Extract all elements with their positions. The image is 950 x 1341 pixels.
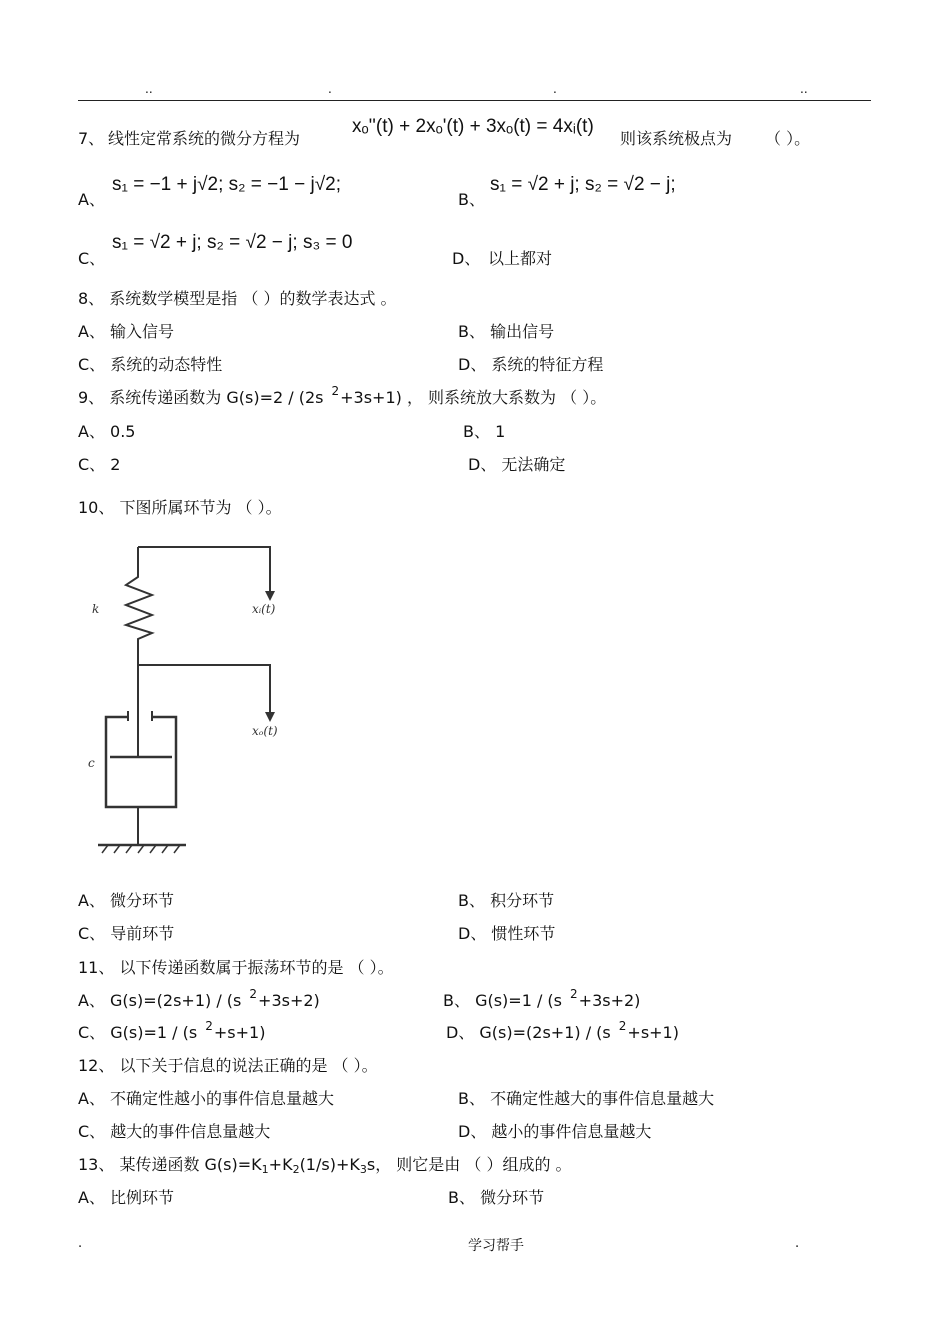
q12-stem: 12、 以下关于信息的说法正确的是 （ ）。 bbox=[78, 1056, 378, 1075]
q10-option-c: C、 导前环节 bbox=[78, 924, 175, 943]
q7-option-c-text: s₁ = √2 + j; s₂ = √2 − j; s₃ = 0 bbox=[112, 232, 353, 253]
q13-mid2: (1/s)+K bbox=[299, 1155, 360, 1174]
q13-prefix: 13、 某传递函数 G(s)=K bbox=[78, 1155, 262, 1174]
q9-stem-a: 9、 系统传递函数为 G(s)=2 / (2s bbox=[78, 388, 324, 407]
q11-option-d-sup: 2 bbox=[618, 1019, 627, 1033]
header-dot-mid1: . bbox=[328, 82, 332, 96]
q7-option-a-letter: A、 bbox=[78, 190, 105, 209]
q11-option-b-sup: 2 bbox=[570, 987, 578, 1001]
q11-option-b-base: B、 G(s)=1 / (s bbox=[443, 991, 563, 1010]
q13-sub1: 1 bbox=[261, 1163, 269, 1176]
label-xi: xᵢ(t) bbox=[252, 602, 276, 616]
q9-stem-sup: 2 bbox=[331, 384, 340, 398]
q7-option-b-letter: B、 bbox=[458, 190, 485, 209]
label-c: c bbox=[88, 756, 95, 770]
q12-option-a: A、 不确定性越小的事件信息量越大 bbox=[78, 1089, 335, 1108]
q11-option-c-base: C、 G(s)=1 / (s bbox=[78, 1023, 198, 1042]
header-dot-right: .. bbox=[800, 82, 808, 96]
q13-option-b: B、 微分环节 bbox=[448, 1188, 545, 1207]
header-dot-left: .. bbox=[145, 82, 153, 96]
spring bbox=[126, 547, 152, 665]
input-wire bbox=[138, 547, 270, 597]
q11-stem: 11、 以下传递函数属于振荡环节的是 （ ）。 bbox=[78, 958, 394, 977]
damper-cylinder bbox=[106, 717, 176, 807]
footer-dot-left: . bbox=[78, 1236, 83, 1251]
q7-option-a-text: s₁ = −1 + j√2; s₂ = −1 − j√2; bbox=[112, 174, 341, 195]
q7-equation: xₒ''(t) + 2xₒ'(t) + 3xₒ(t) = 4xᵢ(t) bbox=[352, 116, 594, 137]
q7-option-d-text: 以上都对 bbox=[488, 249, 553, 268]
q9-option-b: B、 1 bbox=[463, 422, 506, 441]
xo-arrow-icon bbox=[265, 712, 275, 722]
label-xo: xₒ(t) bbox=[252, 724, 278, 738]
xi-arrow-icon bbox=[265, 591, 275, 601]
q11-option-b-tail: +3s+2) bbox=[578, 991, 641, 1010]
q12-option-c: C、 越大的事件信息量越大 bbox=[78, 1122, 271, 1141]
header-dot-mid2: . bbox=[553, 82, 557, 96]
q10-option-a: A、 微分环节 bbox=[78, 891, 175, 910]
q9-stem-b: +3s+1) ， 则系统放大系数为 （ ）。 bbox=[340, 388, 607, 407]
q9-option-a: A、 0.5 bbox=[78, 422, 136, 441]
q8-option-b: B、 输出信号 bbox=[458, 322, 555, 341]
q9-option-c: C、 2 bbox=[78, 455, 121, 474]
q10-option-b: B、 积分环节 bbox=[458, 891, 555, 910]
q11-option-a bbox=[78, 988, 320, 1011]
q8-stem: 8、 系统数学模型是指 （ ）的数学表达式 。 bbox=[78, 289, 397, 308]
q10-stem: 10、 下图所属环节为 （ ）。 bbox=[78, 498, 282, 517]
q11-option-d-tail: +s+1) bbox=[627, 1023, 679, 1042]
q13-stem bbox=[78, 1152, 572, 1175]
q12-option-b: B、 不确定性越大的事件信息量越大 bbox=[458, 1089, 715, 1108]
label-k: k bbox=[92, 602, 100, 616]
q9-stem bbox=[78, 385, 606, 408]
q13-suffix: s， 则它是由 （ ）组成的 。 bbox=[366, 1155, 572, 1174]
header-rule bbox=[78, 100, 871, 101]
q11-option-c bbox=[78, 1020, 265, 1043]
q10-option-d: D、 惯性环节 bbox=[458, 924, 556, 943]
output-wire bbox=[138, 665, 270, 718]
q8-option-c: C、 系统的动态特性 bbox=[78, 355, 223, 374]
footer-dot-right: . bbox=[795, 1236, 800, 1251]
q7-option-c-letter: C、 bbox=[78, 249, 106, 268]
q11-option-b bbox=[443, 988, 640, 1011]
q11-option-d bbox=[446, 1020, 679, 1043]
q11-option-a-tail: +3s+2) bbox=[258, 991, 320, 1010]
spring-damper-figure bbox=[80, 535, 320, 865]
q11-option-d-base: D、 G(s)=(2s+1) / (s bbox=[446, 1023, 611, 1042]
q8-option-d: D、 系统的特征方程 bbox=[458, 355, 604, 374]
q7-suffix: 则该系统极点为 bbox=[620, 129, 733, 148]
q11-option-c-sup: 2 bbox=[205, 1019, 213, 1033]
q13-mid1: +K bbox=[268, 1155, 293, 1174]
q9-option-d: D、 无法确定 bbox=[468, 455, 566, 474]
q11-option-c-tail: +s+1) bbox=[213, 1023, 266, 1042]
q7-stem: 线性定常系统的微分方程为 bbox=[108, 129, 301, 148]
q7-option-b-text: s₁ = √2 + j; s₂ = √2 − j; bbox=[490, 174, 676, 195]
q13-sub3: 3 bbox=[359, 1163, 367, 1176]
footer-title: 学习帮手 bbox=[468, 1238, 524, 1254]
q7-blank: （ ）。 bbox=[765, 129, 811, 148]
q13-option-a: A、 比例环节 bbox=[78, 1188, 175, 1207]
q11-option-a-base: A、 G(s)=(2s+1) / (s bbox=[78, 991, 242, 1010]
q7-option-d-letter: D、 bbox=[452, 249, 481, 268]
q7-number: 7、 bbox=[78, 129, 105, 148]
q13-sub2: 2 bbox=[292, 1163, 300, 1176]
q12-option-d: D、 越小的事件信息量越大 bbox=[458, 1122, 652, 1141]
q11-option-a-sup: 2 bbox=[249, 987, 258, 1001]
q8-option-a: A、 输入信号 bbox=[78, 322, 175, 341]
